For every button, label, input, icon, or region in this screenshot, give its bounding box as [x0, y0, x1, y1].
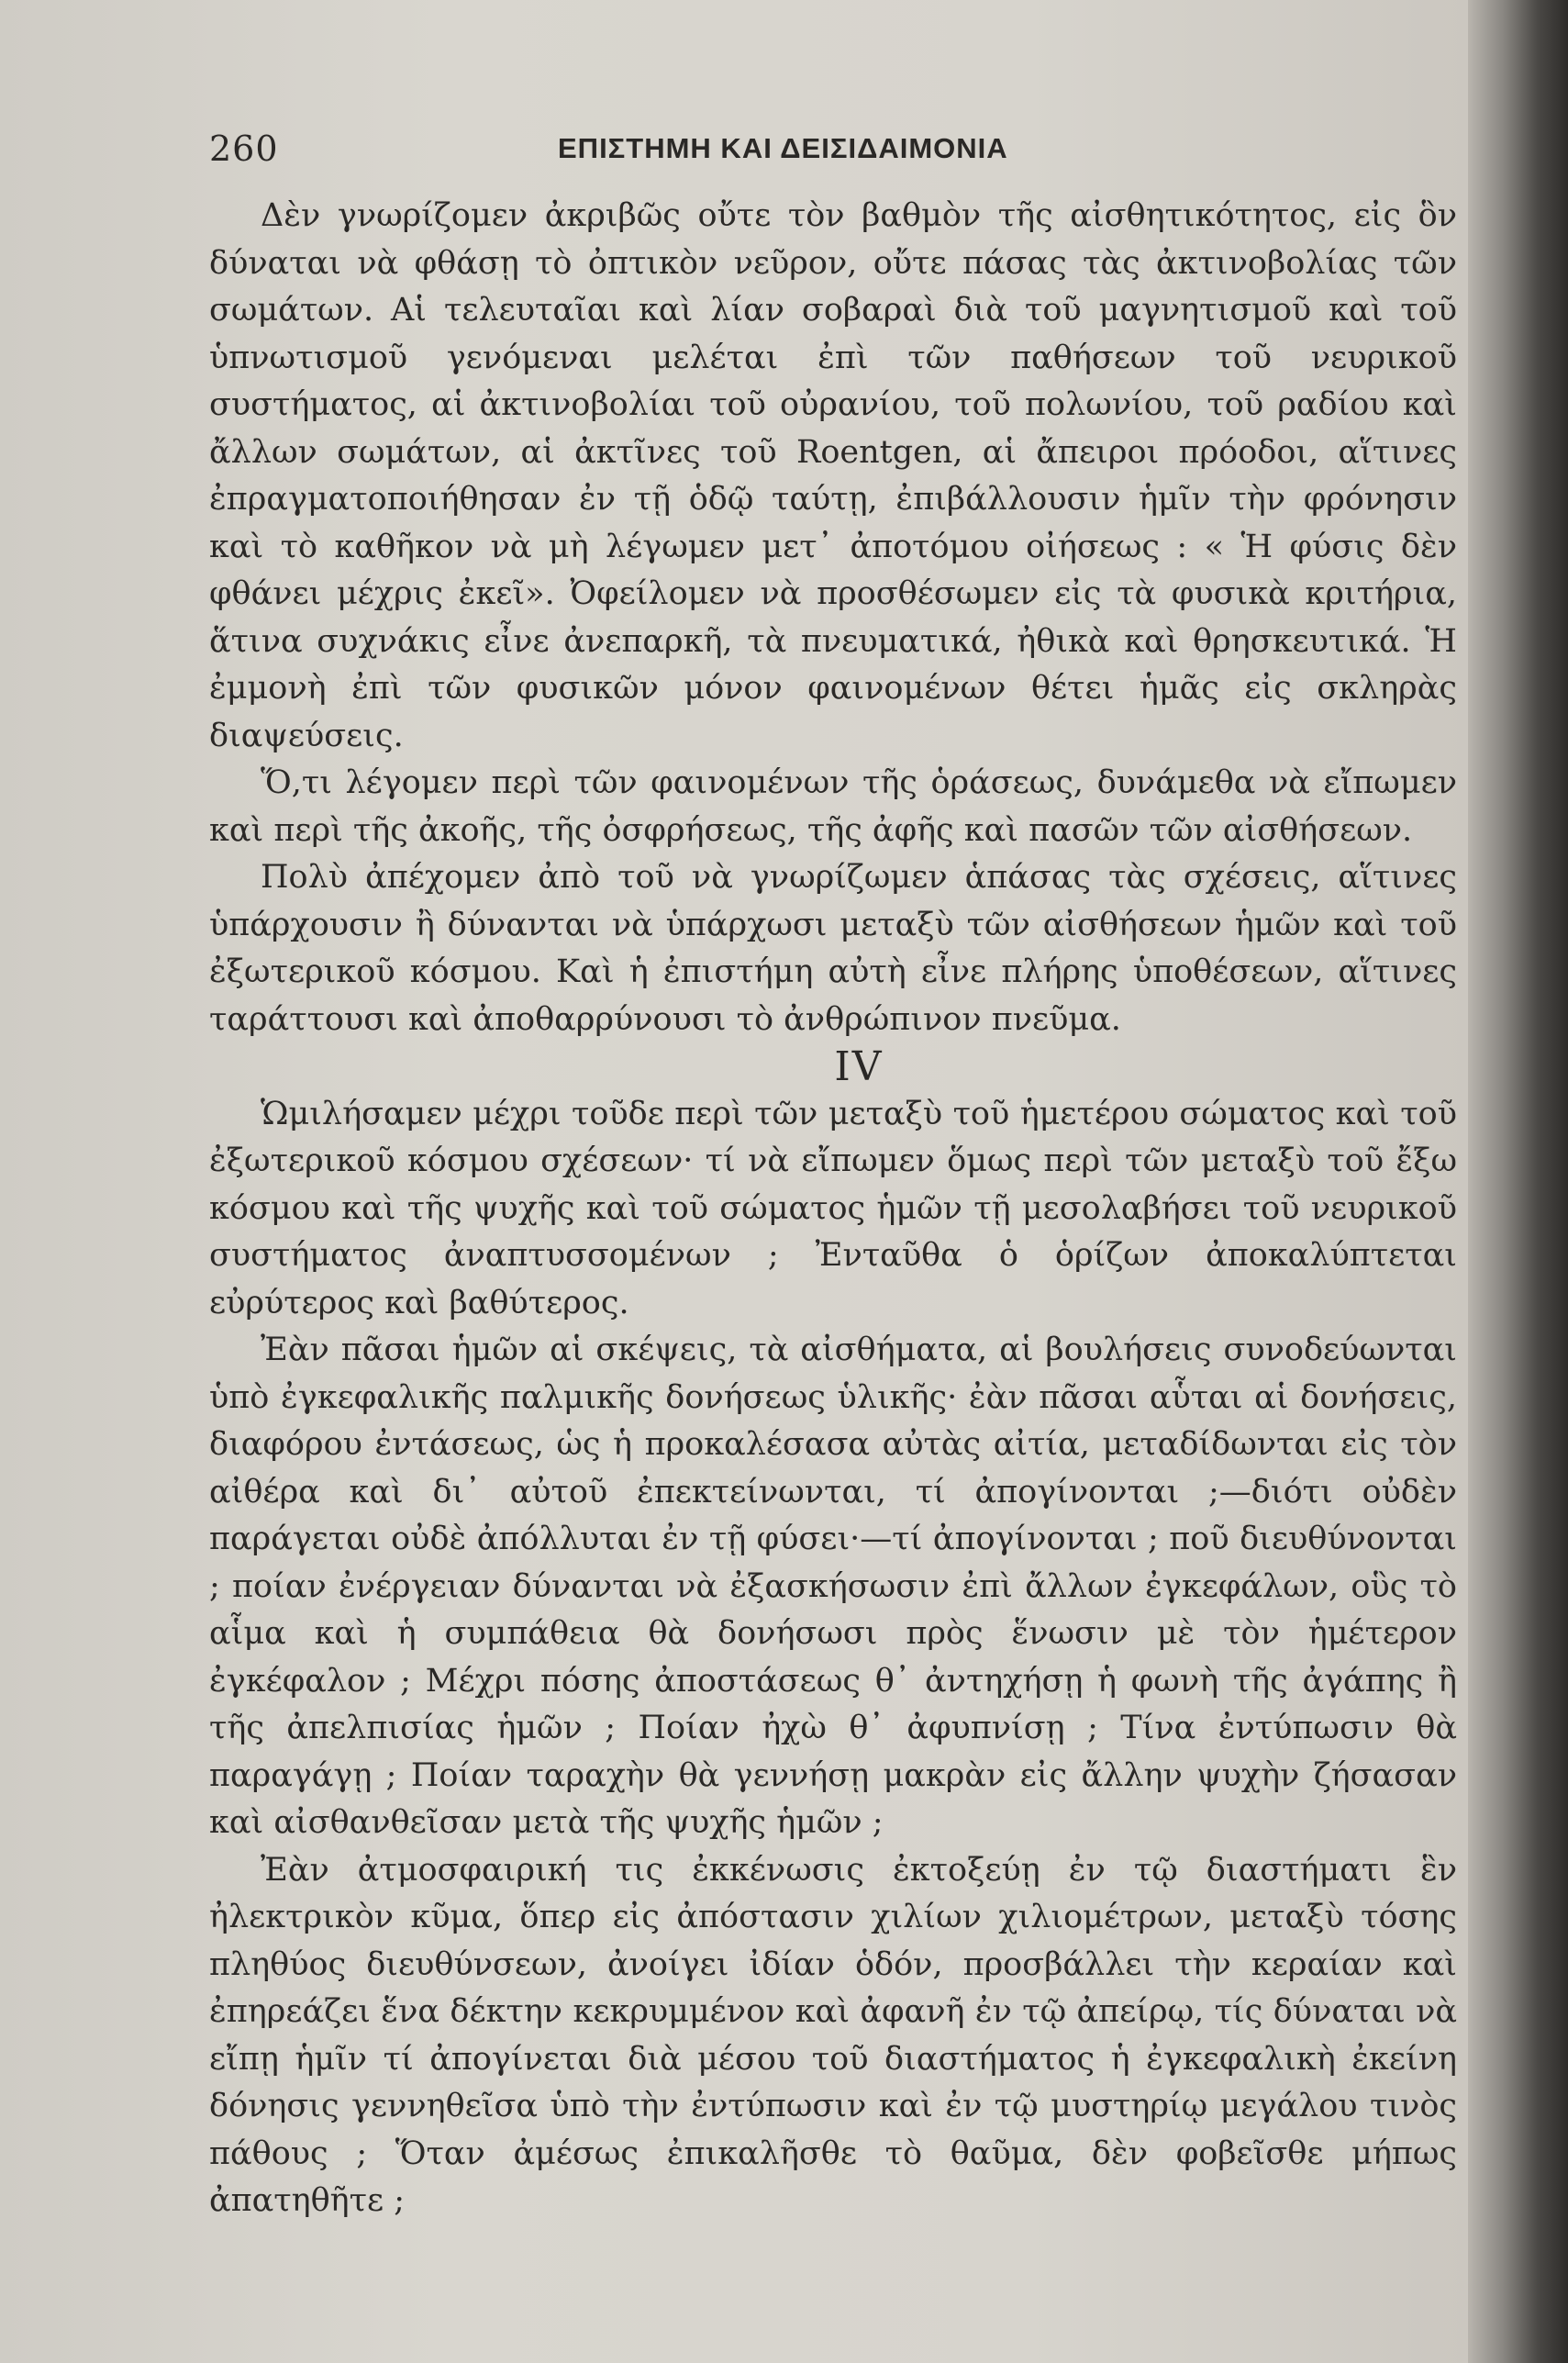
paragraph-relations: Πολὺ ἀπέχομεν ἀπὸ τοῦ νὰ γνωρίζωμεν ἁπάσας τὰς σχέσεις, αἵτινες ὑπάρχουσιν ἢ δύνανται νὰ ὑπάρχωσι μεταξὺ τῶν αἰσθήσεων ἡμῶν καὶ τοῦ ἐξωτερικοῦ κόσμου. Καὶ ἡ ἐπιστήμη αὐτὴ εἶνε πλήρης ὑποθέσεων, αἵτινες ταράττουσι καὶ ἀποθαρρύνουσι τὸ ἀνθρώπινον πνεῦμα.: [209, 859, 1457, 1038]
page-number: 260: [209, 128, 279, 169]
paragraph-sensitivity: Δὲν γνωρίζομεν ἀκριβῶς οὔτε τὸν βαθμὸν τῆς αἰσθητικότητος, εἰς ὃν δύναται νὰ φθάσῃ τὸ ὀπτικὸν νεῦρον, οὔτε πάσας τὰς ἀκτινοβολίας τῶν σωμάτων. Αἱ τελευταῖαι καὶ λίαν σοβαραὶ διὰ τοῦ μαγνητισμοῦ καὶ τοῦ ὑπνωτισμοῦ γενόμεναι μελέται ἐπὶ τῶν παθήσεων τοῦ νευρικοῦ συστήματος, αἱ ἀκτινοβολίαι τοῦ οὐρανίου, τοῦ πολωνίου, τοῦ ραδίου καὶ ἄλλων σωμάτων, αἱ ἀκτῖνες τοῦ Roentgen, αἱ ἄπειροι πρόοδοι, αἵτινες ἐπραγματοποιήθησαν ἐν τῇ ὁδῷ ταύτῃ, ἐπιβάλλουσιν ἡμῖν τὴν φρόνησιν καὶ τὸ καθῆκον νὰ μὴ λέγωμεν μετ᾽ ἀποτόμου οἰήσεως : « Ἡ φύσις δὲν φθάνει μέχρις ἐκεῖ». Ὀφείλομεν νὰ προσθέσωμεν εἰς τὰ φυσικὰ κριτήρια, ἅτινα συχνάκις εἶνε ἀνεπαρκῆ, τὰ πνευματικά, ἠθικὰ καὶ θρησκευτικά. Ἡ ἐμμονὴ ἐπὶ τῶν φυσικῶν μόνον φαινομένων θέτει ἡμᾶς εἰς σκληρὰς διαψεύσεις.: [209, 197, 1457, 754]
paragraph-senses: Ὅ,τι λέγομεν περὶ τῶν φαινομένων τῆς ὁράσεως, δυνάμεθα νὰ εἴπωμεν καὶ περὶ τῆς ἀκοῆς, τῆς ὀσφρήσεως, τῆς ἀφῆς καὶ πασῶν τῶν αἰσθήσεων.: [209, 764, 1457, 849]
book-binding-shadow: [1468, 0, 1568, 2363]
paragraph-electric-wave: Ἐὰν ἀτμοσφαιρική τις ἐκκένωσις ἐκτοξεύῃ ἐν τῷ διαστήματι ἓν ἠλεκτρικὸν κῦμα, ὅπερ εἰς ἀπόστασιν χιλίων χιλιομέτρων, μεταξὺ τόσης πληθύος διευθύνσεων, ἀνοίγει ἰδίαν ὁδόν, προσβάλλει τὴν κεραίαν καὶ ἐπηρεάζει ἕνα δέκτην κεκρυμμένον καὶ ἀφανῆ ἐν τῷ ἀπείρῳ, τίς δύναται νὰ εἴπῃ ἡμῖν τί ἀπογίνεται διὰ μέσου τοῦ διαστήματος ἡ ἐγκεφαλικὴ ἐκείνη δόνησις γεννηθεῖσα ὑπὸ τὴν ἐντύπωσιν καὶ ἐν τῷ μυστηρίῳ μεγάλου τινὸς πάθους ; Ὅταν ἀμέσως ἐπικαλῆσθε τὸ θαῦμα, δὲν φοβεῖσθε μήπως ἀπατηθῆτε ;: [209, 1851, 1457, 2219]
running-head: ΕΠΙΣΤΗΜΗ ΚΑΙ ΔΕΙΣΙΔΑΙΜΟΝΙΑ: [558, 132, 1008, 164]
page-header: [209, 128, 1448, 174]
section-number: IV: [834, 1043, 884, 1090]
section-iv-body: [209, 1091, 1457, 2225]
paragraph-soul-body: Ὡμιλήσαμεν μέχρι τοῦδε περὶ τῶν μεταξὺ τοῦ ἡμετέρου σώματος καὶ τοῦ ἐξωτερικοῦ κόσμου σχέσεων· τί νὰ εἴπωμεν ὅμως περὶ τῶν μεταξὺ τοῦ ἔξω κόσμου καὶ τῆς ψυχῆς καὶ τοῦ σώματος ἡμῶν τῇ μεσολαβήσει τοῦ νευρικοῦ συστήματος ἀναπτυσσομένων ; Ἐνταῦθα ὁ ὁρίζων ἀποκαλύπτεται εὐρύτερος καὶ βαθύτερος.: [209, 1095, 1457, 1321]
page-body: [209, 193, 1457, 2225]
paragraph-vibrations: Ἐὰν πᾶσαι ἡμῶν αἱ σκέψεις, τὰ αἰσθήματα, αἱ βουλήσεις συνοδεύωνται ὑπὸ ἐγκεφαλικῆς παλμικῆς δονήσεως ὑλικῆς· ἐὰν πᾶσαι αὗται αἱ δονήσεις, διαφόρου ἐντάσεως, ὡς ἡ προκαλέσασα αὐτὰς αἰτία, μεταδίδωνται εἰς τὸν αἰθέρα καὶ δι᾽ αὐτοῦ ἐπεκτείνωνται, τί ἀπογίνονται ;—διότι οὐδὲν παράγεται οὐδὲ ἀπόλλυται ἐν τῇ φύσει·—τί ἀπογίνονται ; ποῦ διευθύνονται ; ποίαν ἐνέργειαν δύνανται νὰ ἐξασκήσωσιν ἐπὶ ἄλλων ἐγκεφάλων, οὓς τὸ αἷμα καὶ ἡ συμπάθεια θὰ δονήσωσι πρὸς ἕνωσιν μὲ τὸν ἡμέτερον ἐγκέφαλον ; Μέχρι πόσης ἀποστάσεως θ᾽ ἀντηχήσῃ ἡ φωνὴ τῆς ἀγάπης ἢ τῆς ἀπελπισίας ἡμῶν ; Ποίαν ἠχὼ θ᾽ ἀφυπνίσῃ ; Τίνα ἐντύπωσιν θὰ παραγάγῃ ; Ποίαν ταραχὴν θὰ γεννήσῃ μακρὰν εἰς ἄλλην ψυχὴν ζήσασαν καὶ αἰσθανθεῖσαν μετὰ τῆς ψυχῆς ἡμῶν ;: [209, 1332, 1457, 1841]
